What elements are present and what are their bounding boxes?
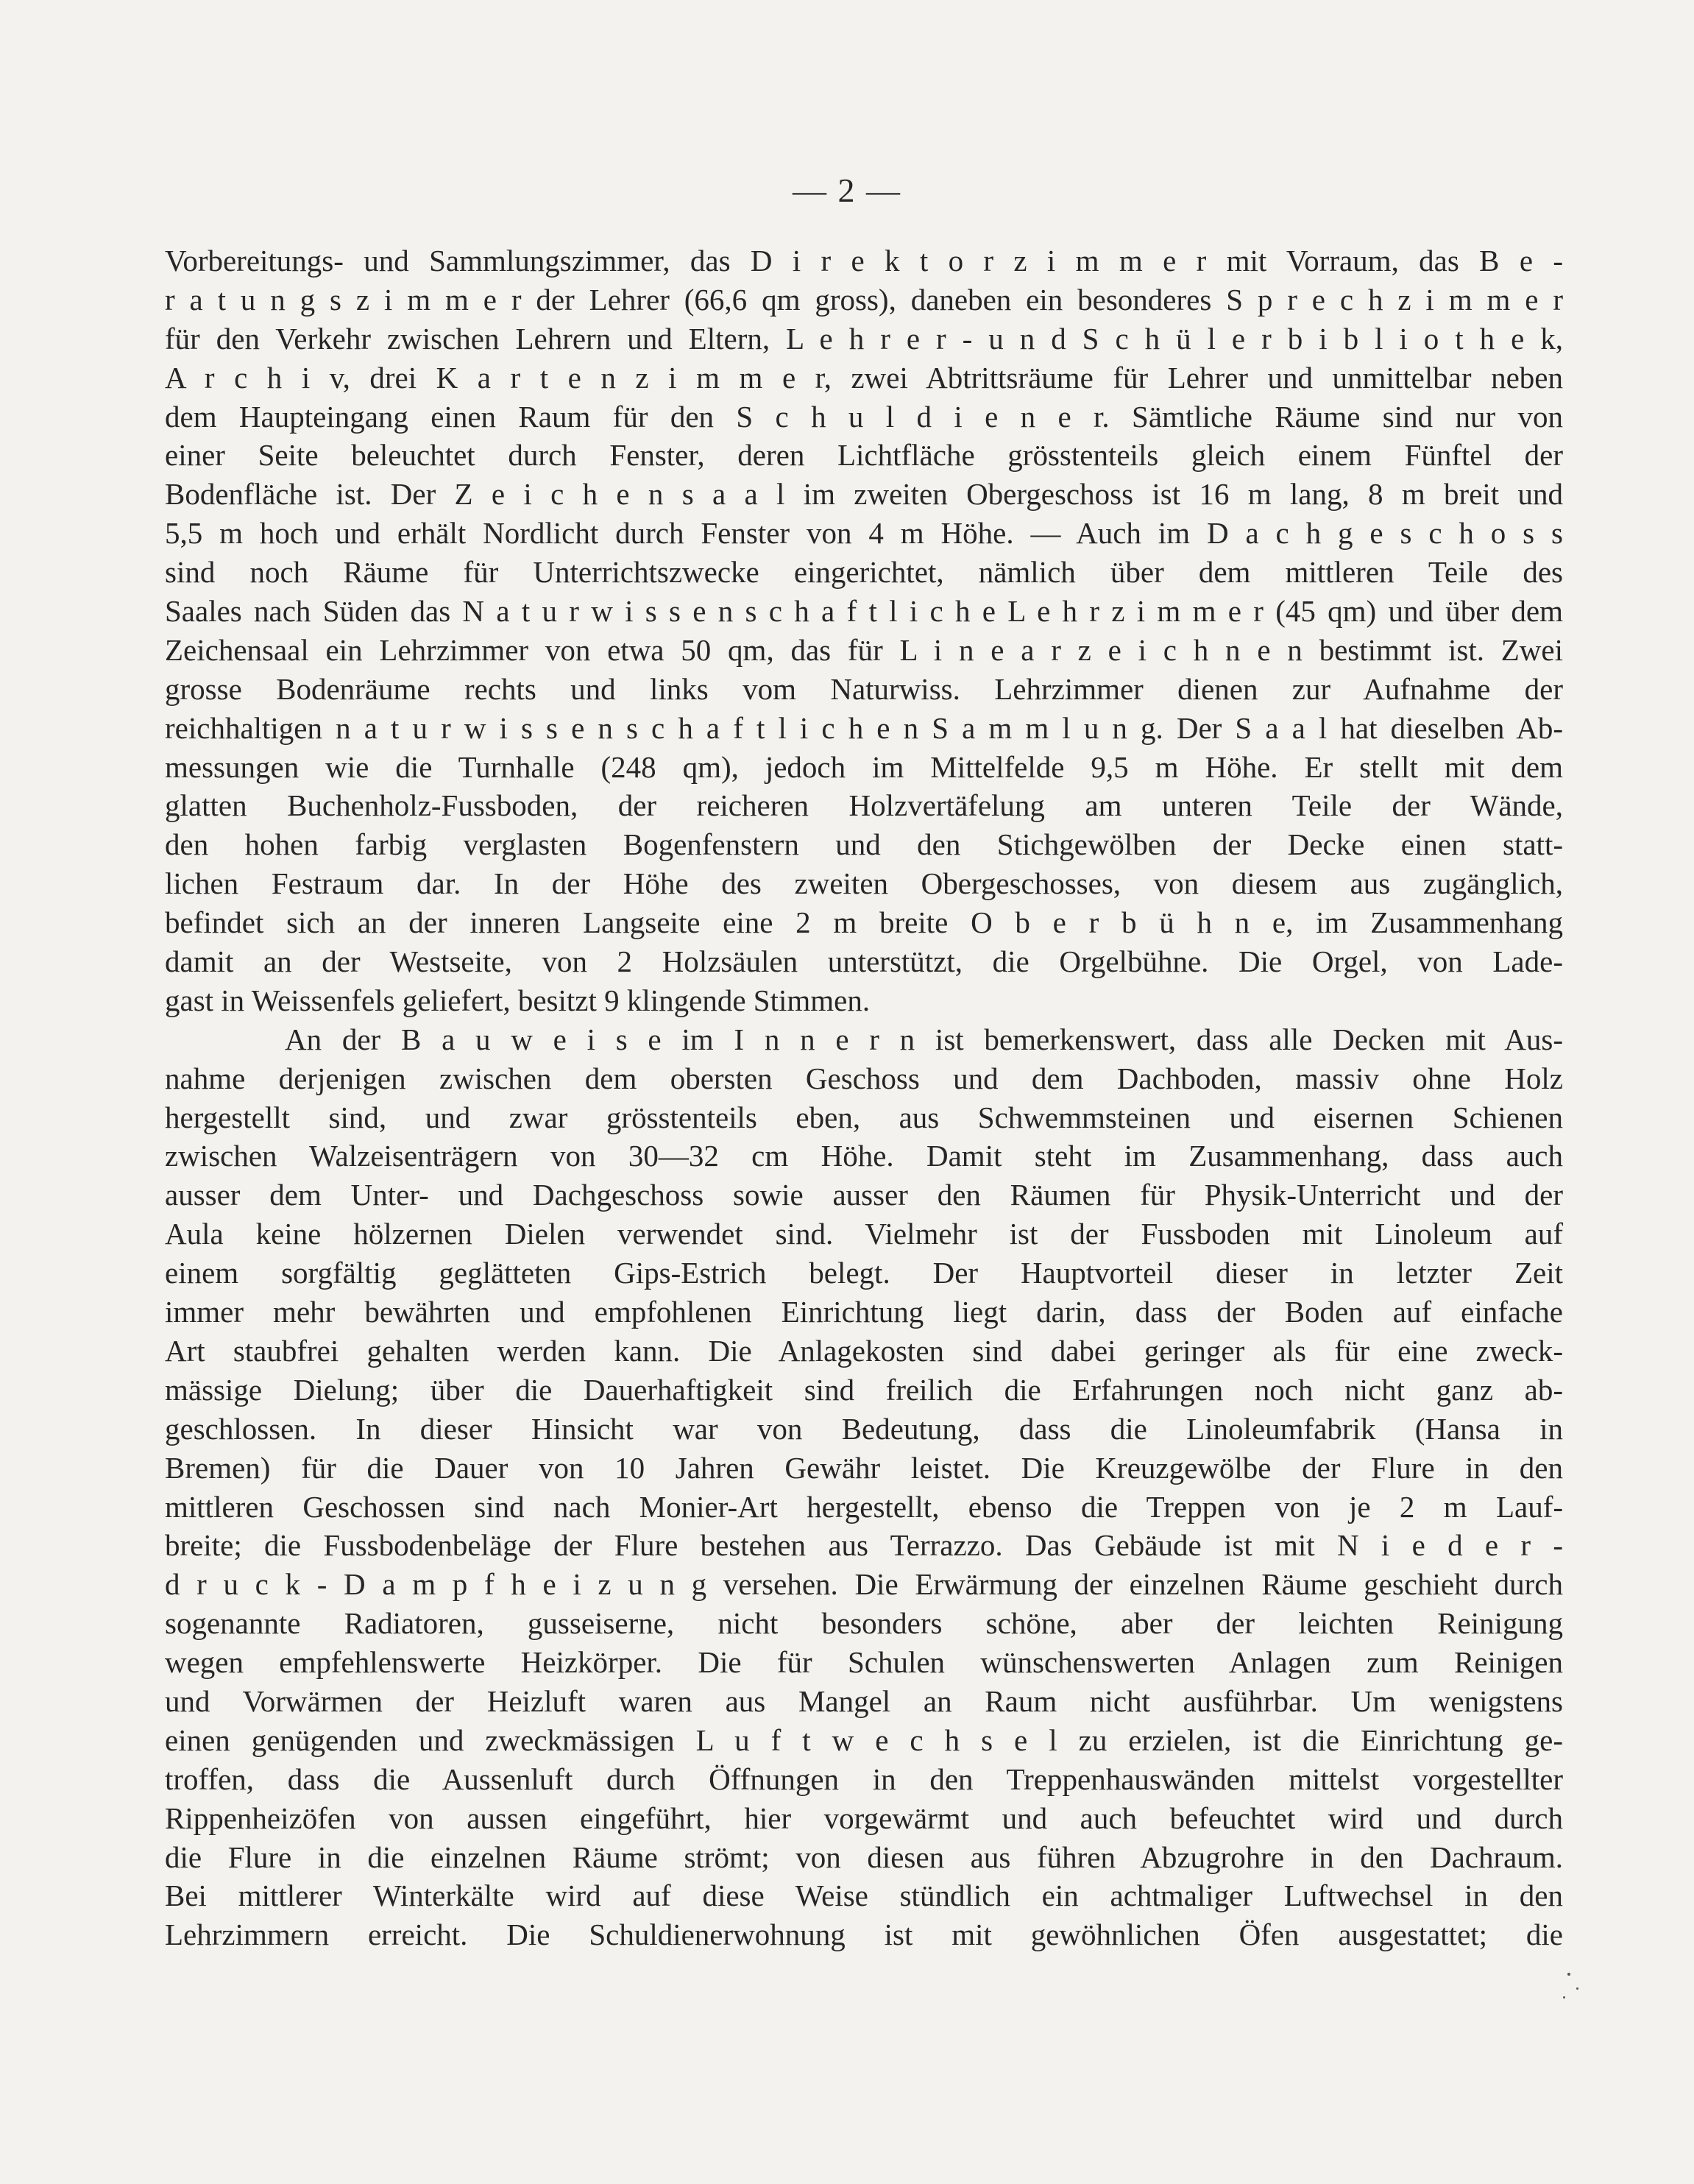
text-line: Zeichensaal ein Lehrzimmer von etwa 50 qm, das für L i n e a r z e i c h n e n bestimmt ist. Zwei <box>165 632 1563 667</box>
text-line: damit an der Westseite, von 2 Holzsäulen unterstützt, die Orgelbühne. Die Orgel, von Lade- <box>165 944 1563 979</box>
text-line: sogenannte Radiatoren, gusseiserne, nicht besonders schöne, aber der leichten Reinigung <box>165 1606 1563 1641</box>
text-line: Bremen) für die Dauer von 10 Jahren Gewähr leistet. Die Kreuzgewölbe der Flure in den <box>165 1450 1563 1485</box>
text-line: mässige Dielung; über die Dauerhaftigkeit sind freilich die Erfahrungen noch nicht ganz ab- <box>165 1372 1563 1407</box>
text-line: Bei mittlerer Winterkälte wird auf diese Weise stündlich ein achtmaliger Luftwechsel in den <box>165 1879 1563 1913</box>
text-line: dem Haupteingang einen Raum für den S c h u l d i e n e r. Sämtliche Räume sind nur von <box>165 399 1563 434</box>
text-line: Bodenfläche ist. Der Z e i c h e n s a a l im zweiten Obergeschoss ist 16 m lang, 8 m breit und <box>165 477 1563 512</box>
text-line: lichen Festraum dar. In der Höhe des zweiten Obergeschosses, von diesem aus zugänglich, <box>165 866 1563 901</box>
text-line: ausser dem Unter- und Dachgeschoss sowie ausser den Räumen für Physik-Unterricht und der <box>165 1178 1563 1212</box>
text-line: Saales nach Süden das N a t u r w i s s e n s c h a f t l i c h e L e h r z i m m e r (45 qm) und über dem <box>165 594 1563 629</box>
paragraph-start-line: An der B a u w e i s e im I n n e r n ist bemerkenswert, dass alle Decken mit Aus- <box>285 1022 1563 1056</box>
text-line: grosse Bodenräume rechts und links vom Naturwiss. Lehrzimmer dienen zur Aufnahme der <box>165 671 1563 706</box>
text-line: troffen, dass die Aussenluft durch Öffnungen in den Treppenhauswänden mittelst vorgestellter <box>165 1761 1563 1796</box>
text-line: r a t u n g s z i m m e r der Lehrer (66,6 qm gross), daneben ein besonderes S p r e c h z i m m e r <box>165 282 1563 317</box>
text-line: wegen empfehlenswerte Heizkörper. Die für Schulen wünschenswerten Anlagen zum Reinigen <box>165 1645 1563 1680</box>
page-number: — 2 — <box>793 172 901 209</box>
text-line: den hohen farbig verglasten Bogenfenstern und den Stichgewölben der Decke einen statt- <box>165 827 1563 862</box>
text-line: einem sorgfältig geglätteten Gips-Estrich belegt. Der Hauptvorteil dieser in letzter Zeit <box>165 1256 1563 1290</box>
paper-speck <box>1567 1973 1570 1976</box>
text-line: 5,5 m hoch und erhält Nordlicht durch Fenster von 4 m Höhe. — Auch im D a c h g e s c h o s s <box>165 516 1563 551</box>
text-line: die Flure in die einzelnen Räume strömt; von diesen aus führen Abzugrohre in den Dachraum. <box>165 1840 1563 1874</box>
paragraph-end-line: gast in Weissenfels geliefert, besitzt 9 klingende Stimmen. <box>165 983 871 1017</box>
text-line: für den Verkehr zwischen Lehrern und Eltern, L e h r e r - u n d S c h ü l e r b i b l i o t h e k, <box>165 321 1563 356</box>
text-line: Art staubfrei gehalten werden kann. Die Anlagekosten sind dabei geringer als für eine zweck- <box>165 1333 1563 1368</box>
body-text <box>165 241 1563 1954</box>
text-line: Aula keine hölzernen Dielen verwendet sind. Vielmehr ist der Fussboden mit Linoleum auf <box>165 1217 1563 1251</box>
text-line: mittleren Geschossen sind nach Monier-Art hergestellt, ebenso die Treppen von je 2 m Lauf- <box>165 1489 1563 1524</box>
text-line: messungen wie die Turnhalle (248 qm), jedoch im Mittelfelde 9,5 m Höhe. Er stellt mit dem <box>165 749 1563 784</box>
text-line: sind noch Räume für Unterrichtszwecke eingerichtet, nämlich über dem mittleren Teile des <box>165 555 1563 590</box>
text-line: breite; die Fussbodenbeläge der Flure bestehen aus Terrazzo. Das Gebäude ist mit N i e d e r - <box>165 1528 1563 1563</box>
text-line: zwischen Walzeisenträgern von 30—32 cm Höhe. Damit steht im Zusammenhang, dass auch <box>165 1139 1563 1173</box>
text-line: einer Seite beleuchtet durch Fenster, deren Lichtfläche grösstenteils gleich einem Fünftel der <box>165 438 1563 473</box>
text-line: einen genügenden und zweckmässigen L u f t w e c h s e l zu erzielen, ist die Einrichtung ge- <box>165 1722 1563 1757</box>
text-line: und Vorwärmen der Heizluft waren aus Mangel an Raum nicht ausführbar. Um wenigstens <box>165 1683 1563 1718</box>
text-line: immer mehr bewährten und empfohlenen Einrichtung liegt darin, dass der Boden auf einfache <box>165 1295 1563 1329</box>
text-line: A r c h i v, drei K a r t e n z i m m e r, zwei Abtrittsräume für Lehrer und unmittelbar neben <box>165 360 1563 395</box>
text-line: d r u c k - D a m p f h e i z u n g versehen. Die Erwärmung der einzelnen Räume geschieht durch <box>165 1567 1563 1602</box>
text-line: hergestellt sind, und zwar grösstenteils eben, aus Schwemmsteinen und eisernen Schienen <box>165 1100 1563 1134</box>
paper-speck <box>1563 1996 1565 1999</box>
text-line: Rippenheizöfen von aussen eingeführt, hier vorgewärmt und auch befeuchtet wird und durch <box>165 1800 1563 1835</box>
text-line: reichhaltigen n a t u r w i s s e n s c h a f t l i c h e n S a m m l u n g. Der S a a l hat dieselben Ab- <box>165 710 1563 745</box>
text-line: glatten Buchenholz-Fussboden, der reicheren Holzvertäfelung am unteren Teile der Wände, <box>165 788 1563 823</box>
text-line: geschlossen. In dieser Hinsicht war von Bedeutung, dass die Linoleumfabrik (Hansa in <box>165 1411 1563 1446</box>
paper-speck <box>1576 1987 1578 1990</box>
text-line: Lehrzimmern erreicht. Die Schuldienerwohnung ist mit gewöhnlichen Öfen ausgestattet; die <box>165 1918 1563 1952</box>
text-line: befindet sich an der inneren Langseite eine 2 m breite O b e r b ü h n e, im Zusammenhang <box>165 905 1563 940</box>
text-line: nahme derjenigen zwischen dem obersten Geschoss und dem Dachboden, massiv ohne Holz <box>165 1061 1563 1095</box>
text-line: Vorbereitungs- und Sammlungszimmer, das D i r e k t o r z i m m e r mit Vorraum, das B e - <box>165 244 1563 278</box>
